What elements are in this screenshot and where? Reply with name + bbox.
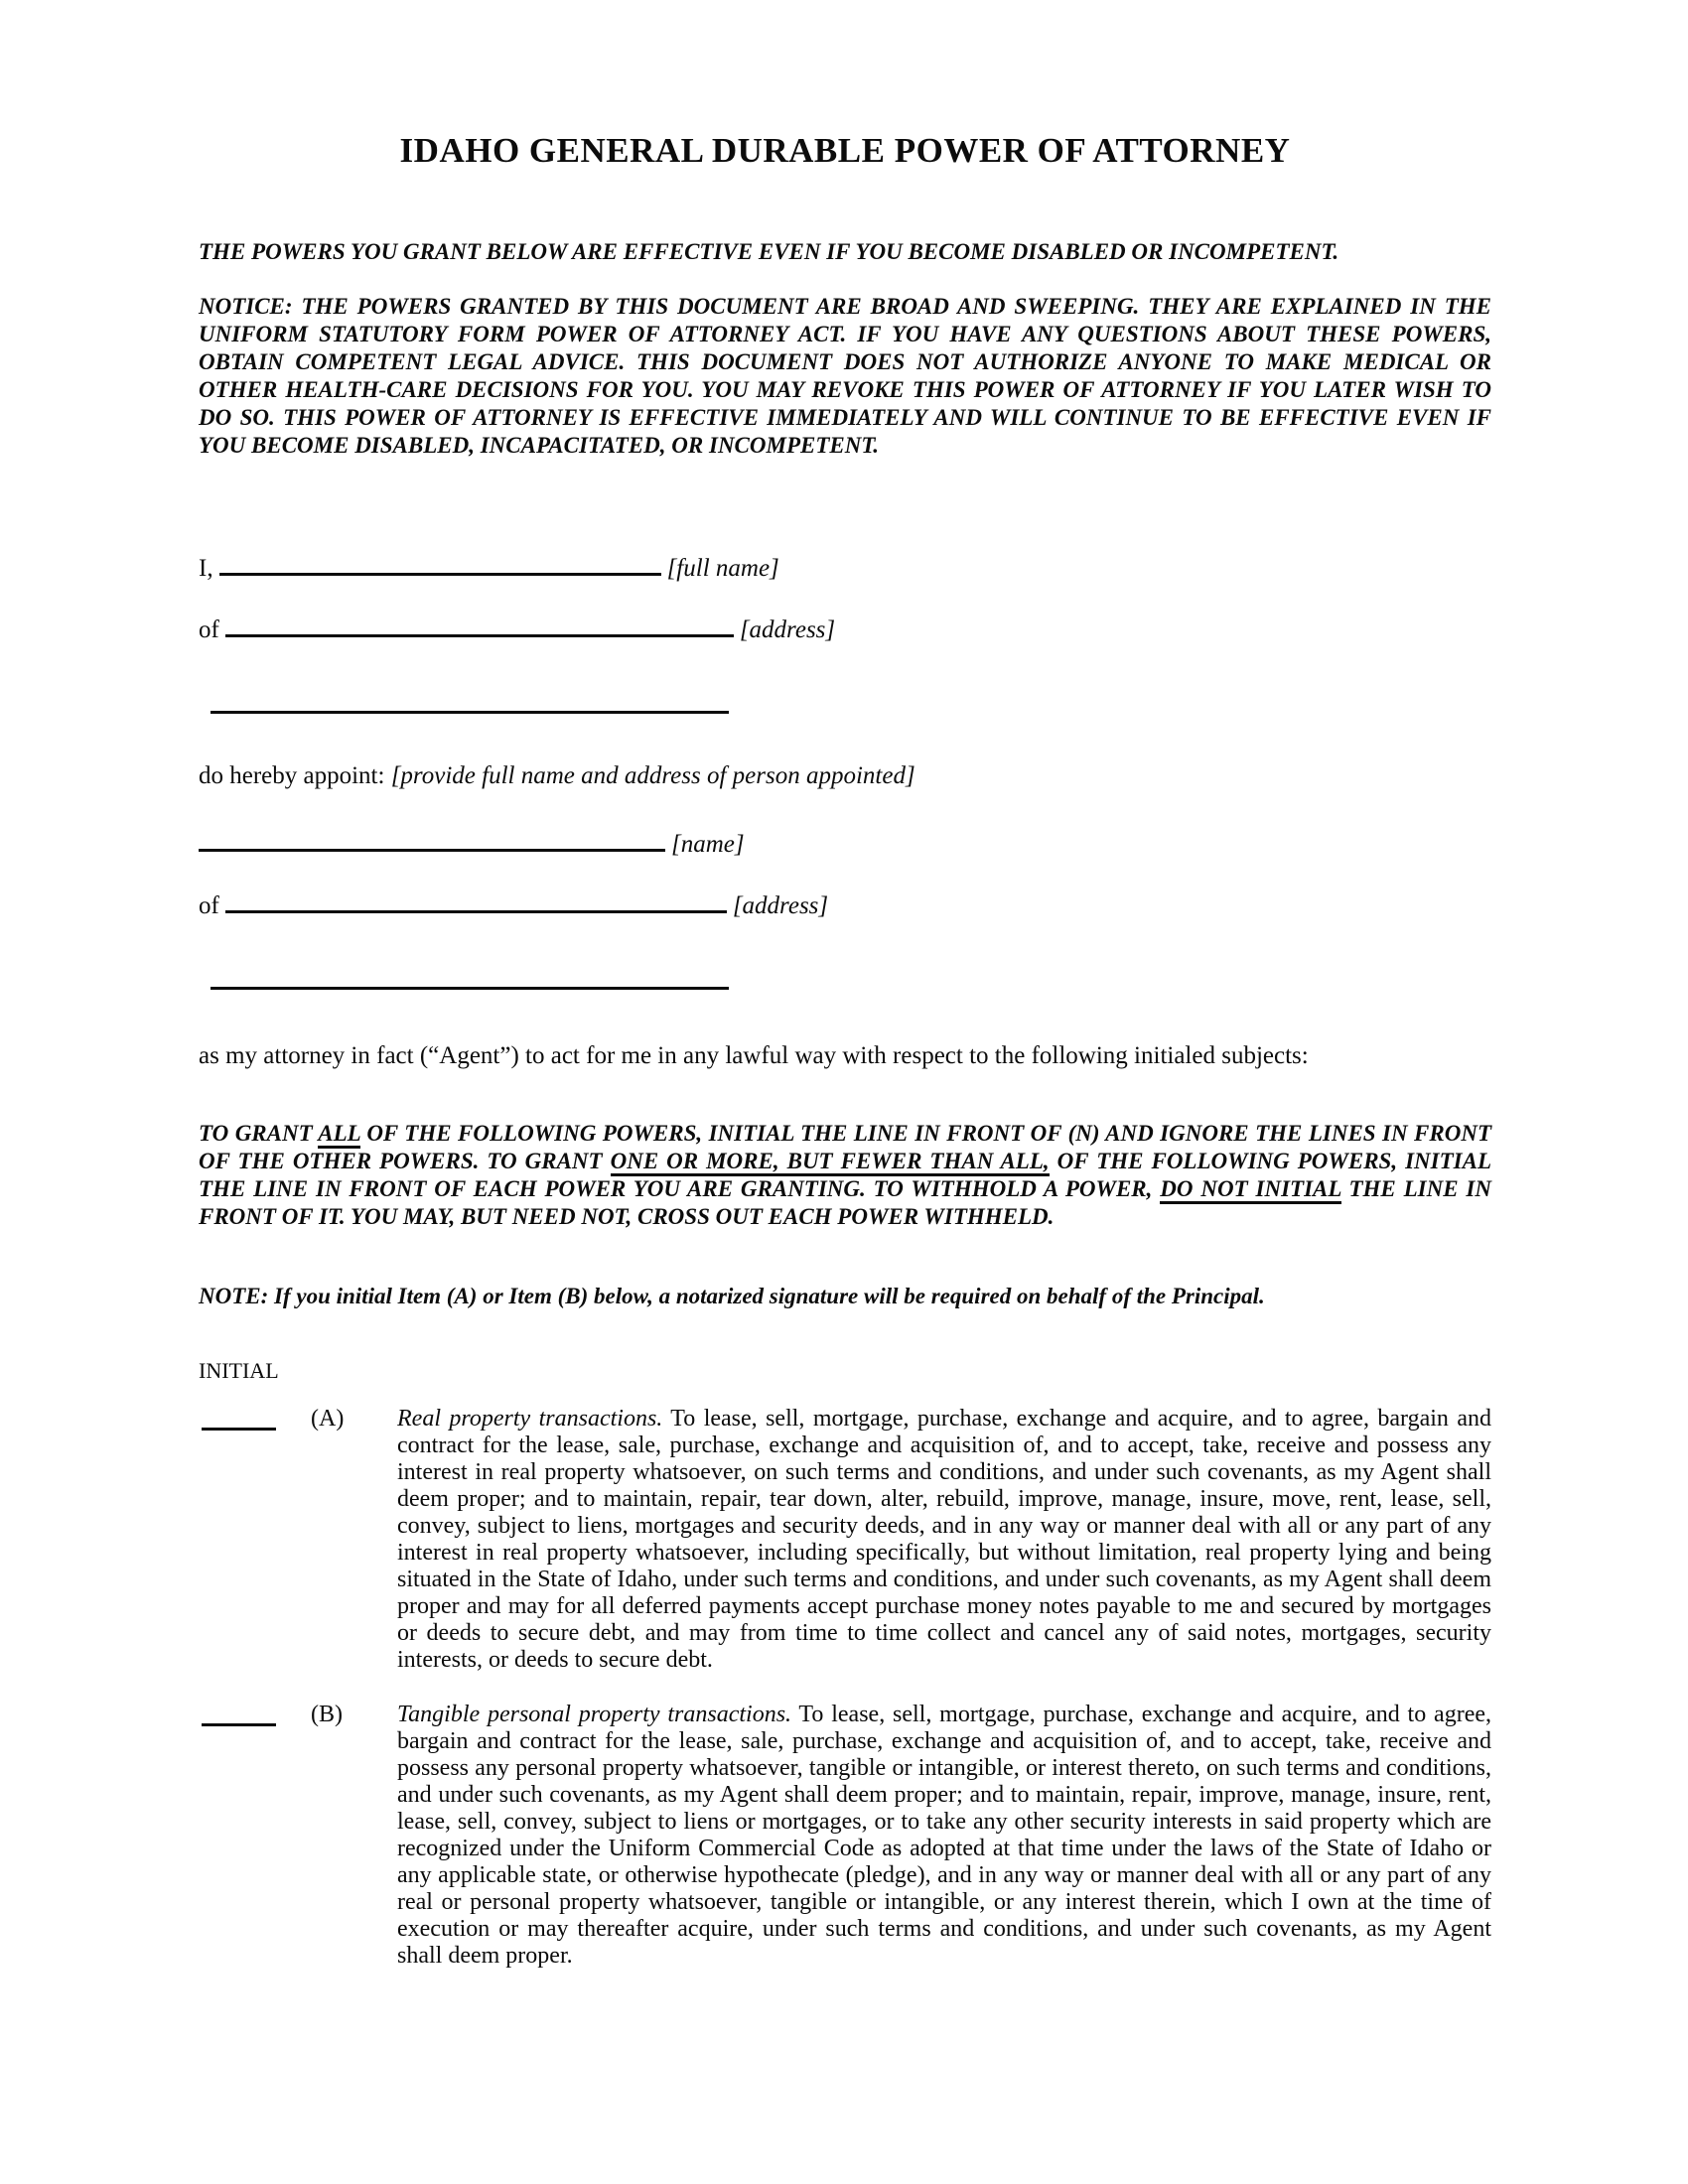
item-b-text [397, 1702, 1491, 1970]
item-a-text [397, 1406, 1491, 1674]
item-a-lead: Real property transactions. [397, 1406, 663, 1432]
appointment-lead-row [199, 761, 1491, 791]
item-b-initial-field[interactable] [202, 1702, 276, 1726]
attorney-clause: as my attorney in fact (“Agent”) to act for me in any lawful way with respect to the following initialed subjects: [199, 1042, 1309, 1069]
principal-i-label: I, [199, 555, 213, 582]
agent-address-hint: [address] [732, 892, 829, 919]
address-hint: [address] [739, 616, 836, 643]
item-b-letter: (B) [311, 1702, 343, 1727]
item-a-letter: (A) [311, 1406, 345, 1432]
principal-address-field-line2[interactable] [211, 685, 729, 714]
initial-column-label: INITIAL [199, 1358, 279, 1383]
item-b-body: To lease, sell, mortgage, purchase, exchange and acquire, and to agree, bargain and contract for the lease, sale, purchase, exchange and acquisition of, and to accept, take, receive and possess any personal property whatsoever, tangible or intangible, or interest thereto, on such terms and conditions, and under such covenants, as my Agent shall deem proper; and to maintain, repair, improve, manage, insure, rent, lease, sell, convey, subject to liens or mortgages, or to take any other security interests in said property which are recognized under the Uniform Commercial Code as adopted at that time under the laws of the State of Idaho or any applicable state, or otherwise hypothecate (pledge), and in any way or manner deal with all or any part of any real or personal property whatsoever, tangible or intangible, or any interest therein, which I own at the time of execution or may thereafter acquire, under such terms and conditions, and under such covenants, as my Agent shall deem proper. [397, 1702, 1491, 1969]
principal-of-label: of [199, 616, 219, 643]
agent-address-field[interactable] [225, 885, 727, 913]
agent-name-row [199, 823, 1491, 860]
agent-address-field-line2[interactable] [211, 961, 729, 990]
agent-address-row [199, 885, 1491, 921]
agent-address-row-2 [199, 961, 1491, 998]
agent-name-field[interactable] [199, 823, 665, 852]
full-name-hint: [full name] [666, 555, 779, 582]
appoint-lead-hint: [provide full name and address of person appointed] [390, 762, 915, 789]
effective-notice: THE POWERS YOU GRANT BELOW ARE EFFECTIVE EVEN IF YOU BECOME DISABLED OR INCOMPETENT. [199, 239, 1339, 264]
agent-of-label: of [199, 892, 219, 919]
grant-instructions: TO GRANT ALL OF THE FOLLOWING POWERS, INITIAL THE LINE IN FRONT OF (N) AND IGNORE THE LINES IN FRONT OF THE OTHER POWERS. TO GRANT ONE OR MORE, BUT FEWER THAN ALL, OF THE FOLLOWING POWERS, INITIAL THE LINE IN FRONT OF EACH POWER YOU ARE GRANTING. TO WITHHOLD A POWER, DO NOT INITIAL THE LINE IN FRONT OF IT. YOU MAY, BUT NEED NOT, CROSS OUT EACH POWER WITHHELD. [199, 1121, 1492, 1229]
power-item-b [199, 1702, 1491, 1970]
item-a-initial-cell [199, 1406, 311, 1674]
appoint-lead: do hereby appoint: [199, 762, 385, 789]
item-b-initial-cell [199, 1702, 311, 1970]
item-a-body: To lease, sell, mortgage, purchase, exchange and acquire, and to agree, bargain and contract for the lease, sale, purchase, exchange and acquisition of, and to accept, take, receive and possess any interest in real property whatsoever, on such terms and conditions, and under such covenants, as my Agent shall deem proper; and to maintain, repair, tear down, alter, rebuild, improve, manage, insure, move, rent, lease, sell, convey, subject to liens, mortgages and security deeds, and in any way or manner deal with all or any part of any interest in real property whatsoever, including specifically, but without limitation, real property lying and being situated in the State of Idaho, under such terms and conditions, and under such covenants, as my Agent shall deem proper and may for all deferred payments accept purchase money notes payable to me and secured by mortgages or deeds to secure debt, and may from time to time collect and cancel any of said notes, mortgages, security interests, or deeds to secure debt. [397, 1406, 1491, 1673]
power-item-a [199, 1406, 1491, 1674]
principal-name-field[interactable] [219, 547, 661, 576]
item-a-initial-field[interactable] [202, 1406, 276, 1431]
notarization-note: NOTE: If you initial Item (A) or Item (B) below, a notarized signature will be required on behalf of the Principal. [199, 1284, 1265, 1308]
item-b-lead: Tangible personal property transactions. [397, 1702, 792, 1727]
statutory-notice: NOTICE: THE POWERS GRANTED BY THIS DOCUMENT ARE BROAD AND SWEEPING. THEY ARE EXPLAINED IN THE UNIFORM STATUTORY FORM POWER OF ATTORNEY ACT. IF YOU HAVE ANY QUESTIONS ABOUT THESE POWERS, OBTAIN COMPETENT LEGAL ADVICE. THIS DOCUMENT DOES NOT AUTHORIZE ANYONE TO MAKE MEDICAL OR OTHER HEALTH-CARE DECISIONS FOR YOU. YOU MAY REVOKE THIS POWER OF ATTORNEY IF YOU LATER WISH TO DO SO. THIS POWER OF ATTORNEY IS EFFECTIVE IMMEDIATELY AND WILL CONTINUE TO BE EFFECTIVE EVEN IF YOU BECOME DISABLED, INCAPACITATED, OR INCOMPETENT. [199, 294, 1491, 458]
principal-name-row [199, 547, 1491, 584]
principal-address-row [199, 609, 1491, 645]
agent-name-hint: [name] [671, 831, 745, 858]
principal-address-field[interactable] [225, 609, 734, 637]
page-title: IDAHO GENERAL DURABLE POWER OF ATTORNEY [399, 131, 1291, 170]
principal-address-row-2 [199, 685, 1491, 722]
